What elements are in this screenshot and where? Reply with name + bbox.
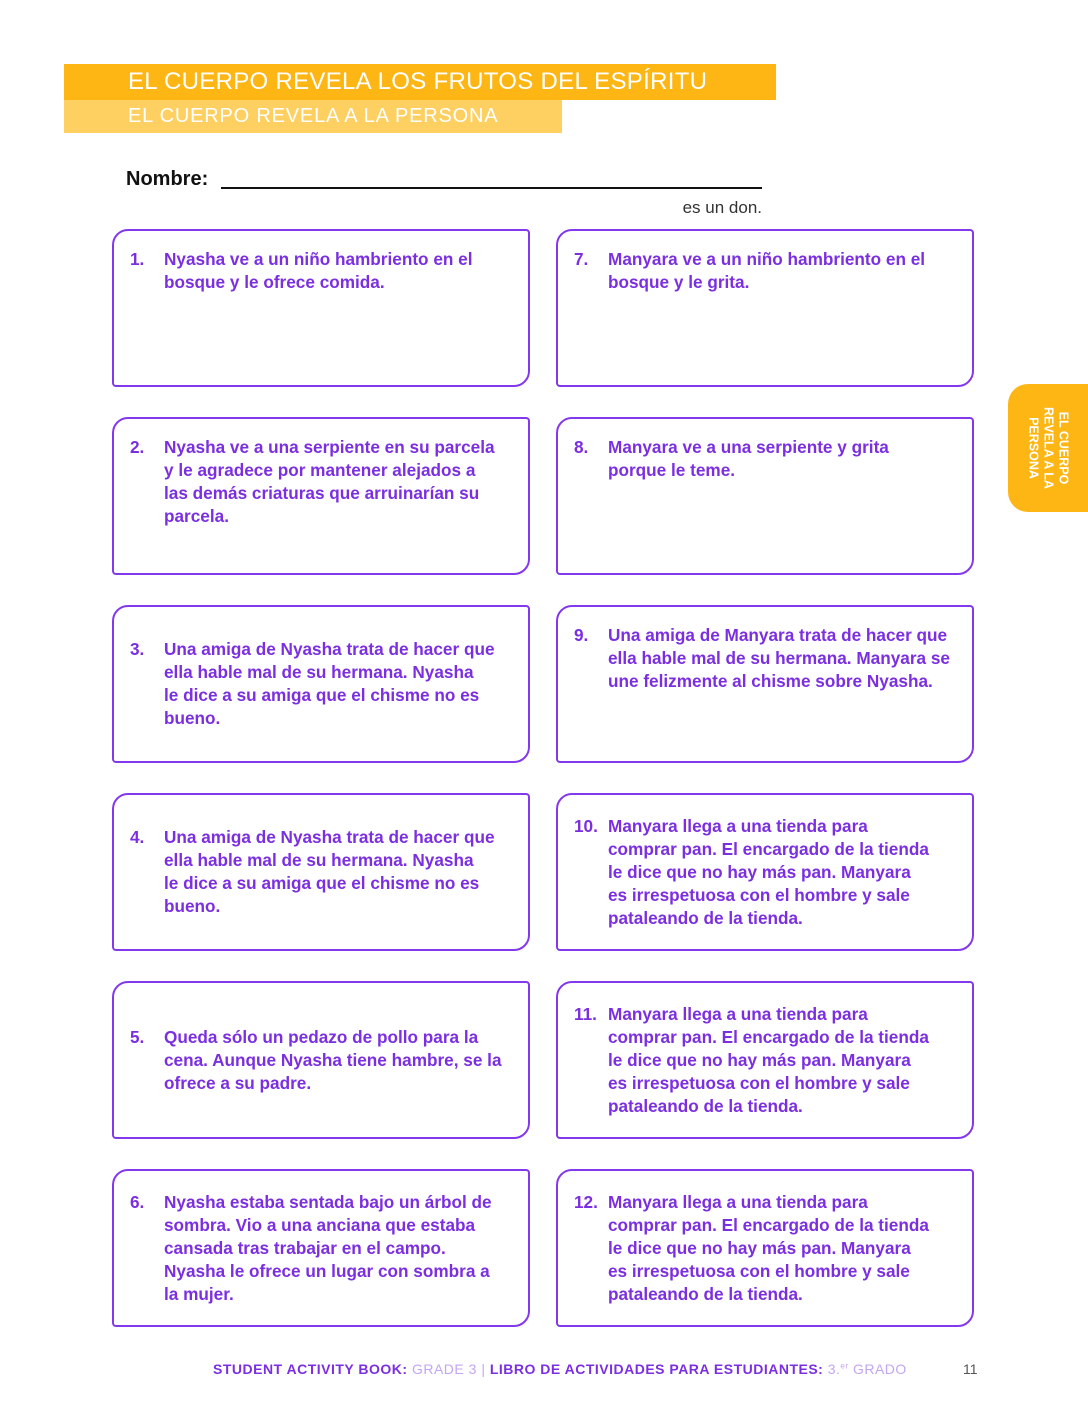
card-text: Una amiga de Manyara trata de hacer que ella hable mal de su hermana. Manyara se une felizmente al chisme sobre Nyasha.	[608, 625, 950, 691]
card-number: 2.	[130, 437, 145, 457]
card-text: Nyasha ve a una serpiente en su parcela y le agradece por mantener alejados a las demás criaturas que arruinarían su parcela.	[164, 437, 495, 526]
card-text: Manyara ve a una serpiente y grita porque le teme.	[608, 437, 889, 480]
card-text: Nyasha estaba sentada bajo un árbol de sombra. Vio a una anciana que estaba cansada tras trabajar en el campo. Nyasha le ofrece un lugar con sombra a la mujer.	[164, 1191, 492, 1304]
card-text: Manyara llega a una tienda para comprar pan. El encargado de la tienda le dice que no hay más pan. Manyara es irrespetuosa con el hombre y sale pataleando de la tienda.	[608, 1191, 929, 1304]
footer-book-es: LIBRO DE ACTIVIDADES PARA ESTUDIANTES:	[489, 1361, 824, 1377]
card-number: 5.	[130, 1026, 145, 1047]
page-title: EL CUERPO REVELA LOS FRUTOS DEL ESPÍRITU	[64, 64, 776, 100]
card-number: 7.	[574, 249, 589, 269]
card-text: Nyasha ve a un niño hambriento en el bosque y le ofrece comida.	[164, 249, 473, 292]
activity-card-4	[112, 793, 530, 951]
activity-card-12	[556, 1169, 974, 1327]
card-number: 6.	[130, 1191, 145, 1212]
card-text: Una amiga de Nyasha trata de hacer que ella hable mal de su hermana. Nyasha le dice a su amiga que el chisme no es bueno.	[164, 639, 495, 728]
side-tab-label: EL CUERPO REVELA A LA PERSONA	[1026, 407, 1071, 489]
footer-grade-es-number: 3.$^{er}$	[827, 1361, 849, 1377]
activity-card-10	[556, 793, 974, 951]
section-side-tab	[1008, 384, 1088, 512]
footer-separator: |	[481, 1361, 486, 1377]
card-number: 10.	[574, 815, 598, 836]
name-caption: es un don.	[682, 198, 762, 217]
card-number: 3.	[130, 639, 145, 659]
card-text: Manyara llega a una tienda para comprar pan. El encargado de la tienda le dice que no hay más pan. Manyara es irrespetuosa con el hombre y sale pataleando de la tienda.	[608, 1003, 929, 1116]
card-number: 1.	[130, 249, 145, 269]
activity-card-3	[112, 605, 530, 763]
footer-grade-en: GRADE 3	[411, 1361, 477, 1377]
activity-card-8	[556, 417, 974, 575]
card-text: Una amiga de Nyasha trata de hacer que ella hable mal de su hermana. Nyasha le dice a su amiga que el chisme no es bueno.	[164, 827, 495, 916]
name-line	[221, 187, 762, 189]
page-number: 11	[963, 1361, 978, 1377]
card-text: Manyara llega a una tienda para comprar pan. El encargado de la tienda le dice que no hay más pan. Manyara es irrespetuosa con el hombre y sale pataleando de la tienda.	[608, 815, 929, 928]
card-number: 9.	[574, 625, 589, 645]
card-number: 11.	[574, 1003, 597, 1024]
page-subtitle: EL CUERPO REVELA A LA PERSONA	[64, 100, 562, 133]
activity-card-5	[112, 981, 530, 1139]
activity-card-11	[556, 981, 974, 1139]
card-number: 8.	[574, 437, 589, 457]
activity-card-1	[112, 229, 530, 387]
footer	[213, 1361, 907, 1377]
card-text: Manyara ve a un niño hambriento en el bosque y le grita.	[608, 249, 926, 292]
card-number: 12.	[574, 1191, 598, 1212]
card-number: 4.	[130, 827, 145, 847]
activity-card-9	[556, 605, 974, 763]
name-label: Nombre:	[126, 168, 209, 190]
activity-card-6	[112, 1169, 530, 1327]
footer-grade-es-word: GRADO	[852, 1361, 907, 1377]
activity-card-7	[556, 229, 974, 387]
activity-card-2	[112, 417, 530, 575]
footer-book-en: STUDENT ACTIVITY BOOK:	[213, 1361, 408, 1377]
card-text: Queda sólo un pedazo de pollo para la cena. Aunque Nyasha tiene hambre, se la ofrece a su padre.	[164, 1026, 502, 1093]
